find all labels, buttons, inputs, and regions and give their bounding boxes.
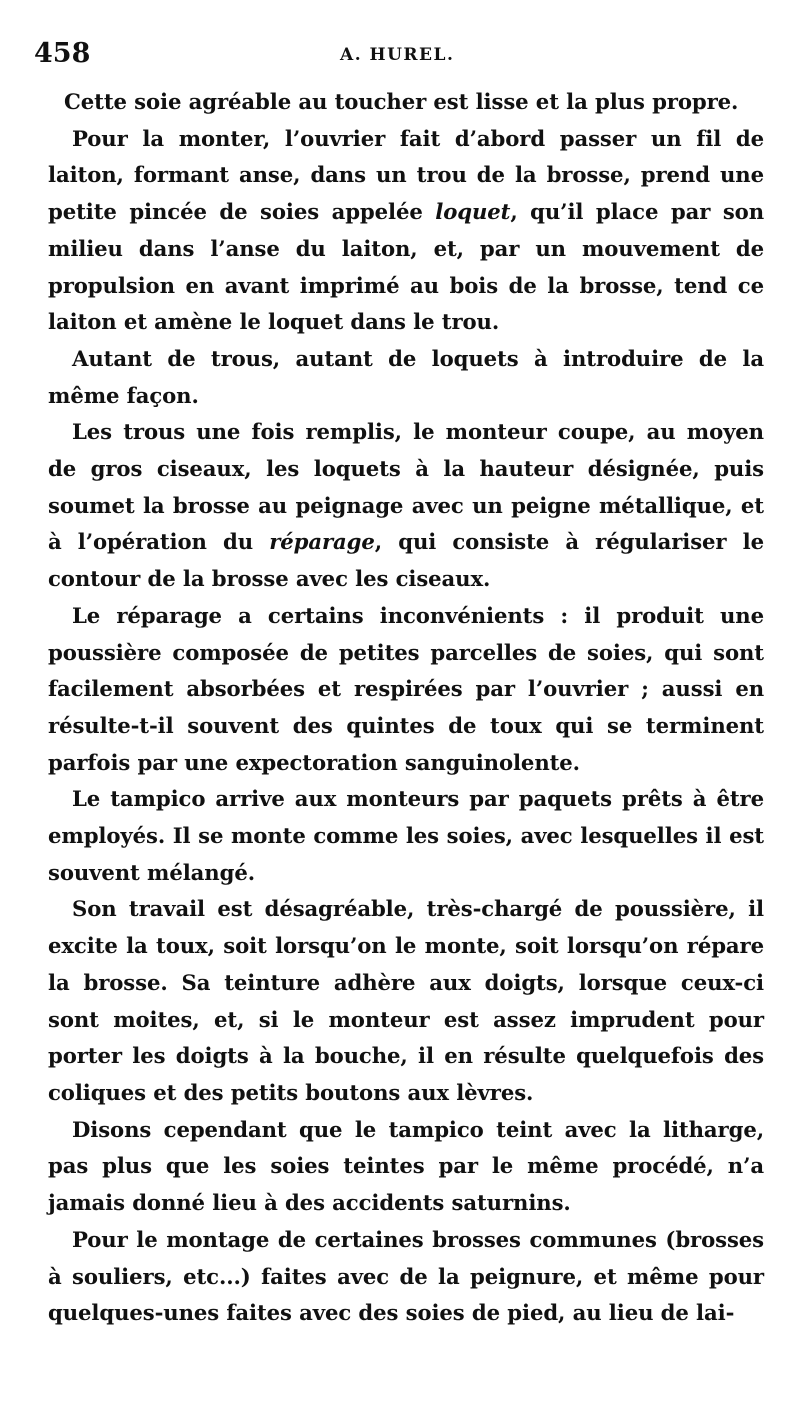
- paragraph-1: Cette soie agréable au toucher est lisse et la plus propre.: [64, 89, 739, 114]
- running-head-author: A. HUREL.: [340, 45, 455, 65]
- italic-term-loquet: loquet: [435, 199, 511, 225]
- paragraph-4: Les trous une fois remplis, le monteur coupe, au moyen de gros ciseaux, les loquets à la hauteur désignée, puis soumet la brosse au peignage avec un peigne métallique, et à l’opération du réparage, qui consiste à régulariser le contour de la brosse avec les ciseaux.: [48, 419, 764, 592]
- body-text: [48, 84, 764, 1332]
- paragraph-2: Pour la monter, l’ouvrier fait d’abord passer un fil de laiton, formant anse, dans un trou de la brosse, prend une petite pincée de soies appelée loquet, qu’il place par son milieu dans l’anse du laiton, et, par un mouvement de propulsion en avant imprimé au bois de la brosse, tend ce laiton et amène le loquet dans le trou.: [48, 125, 764, 335]
- paragraph-3: Autant de trous, autant de loquets à introduire de la même façon.: [48, 345, 764, 408]
- running-head: [34, 38, 754, 78]
- paragraph-5: Le réparage a certains inconvénients : il produit une poussière composée de petites parcelles de soies, qui sont facilement absorbées et respirées par l’ouvrier ; aussi en résulte-t-il souvent des quintes de toux qui se terminent parfois par une expectoration sanguinolente.: [48, 602, 764, 775]
- paragraph-8: Disons cependant que le tampico teint avec la litharge, pas plus que les soies teintes par le même procédé, n’a jamais donné lieu à des accidents saturnins.: [48, 1116, 764, 1216]
- paragraph-9: Pour le montage de certaines brosses communes (brosses à souliers, etc...) faites avec de la peignure, et même pour quelques-unes faites avec des soies de pied, au lieu de lai-: [48, 1226, 764, 1326]
- paragraph-7: Son travail est désagréable, très-chargé de poussière, il excite la toux, soit lorsqu’on le monte, soit lorsqu’on répare la brosse. Sa teinture adhère aux doigts, lorsque ceux-ci sont moites, et, si le monteur est assez imprudent pour porter les doigts à la bouche, il en résulte quelquefois des coliques et des petits boutons aux lèvres.: [48, 896, 764, 1105]
- italic-term-reparage: réparage: [269, 529, 375, 555]
- page-number: 458: [34, 38, 91, 69]
- paragraph-6: Le tampico arrive aux monteurs par paquets prêts à être employés. Il se monte comme les soies, avec lesquelles il est souvent mélangé.: [48, 786, 764, 885]
